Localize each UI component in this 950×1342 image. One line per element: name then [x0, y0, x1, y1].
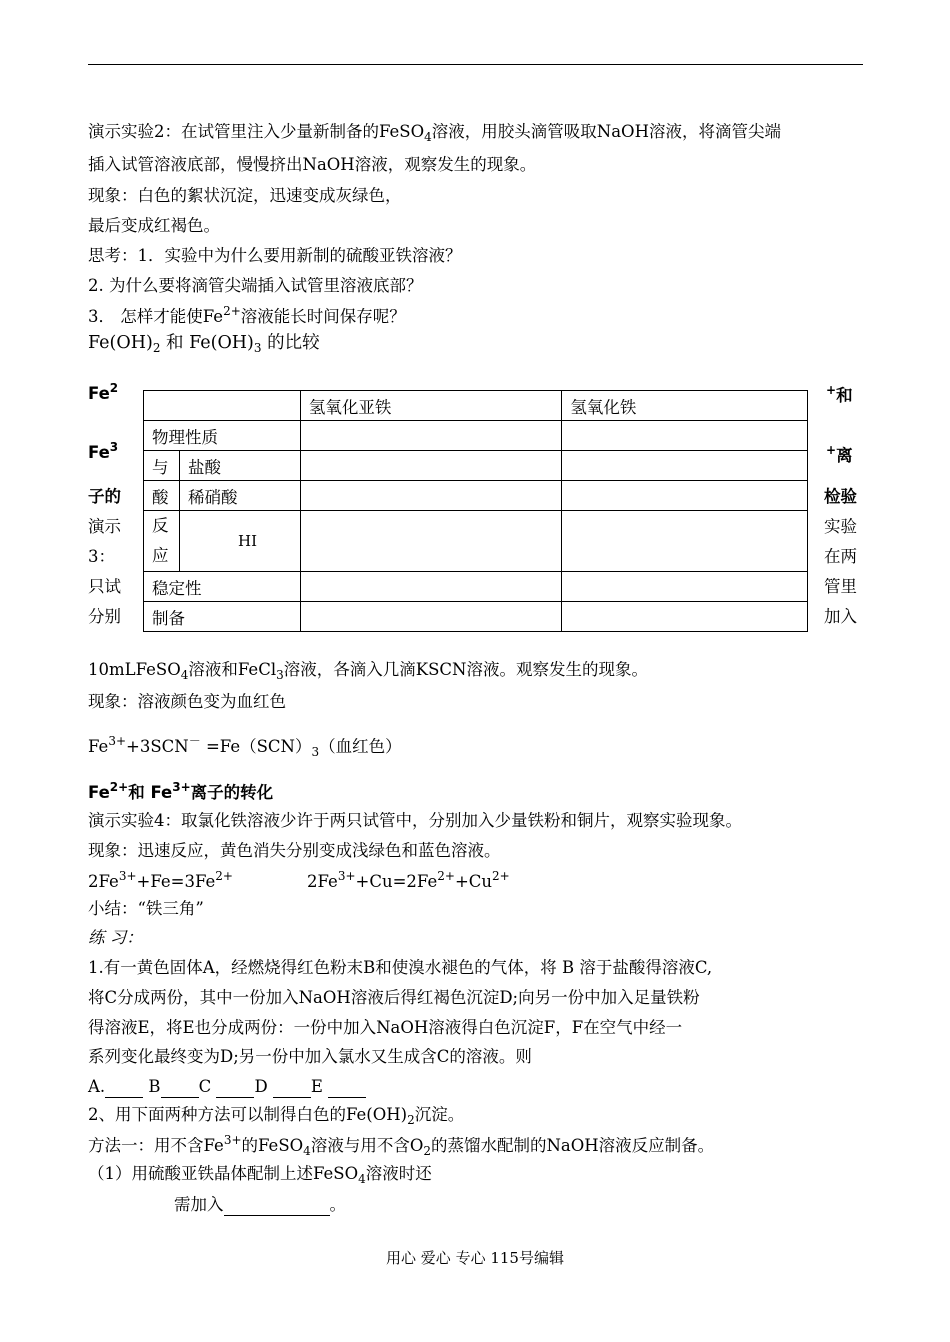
header-rule — [88, 64, 863, 65]
side-right-5: 在两 — [824, 547, 857, 566]
superscript: 3+ — [118, 869, 137, 883]
row-label-hi: HI — [179, 511, 300, 572]
side-left-4: 演示 — [88, 517, 121, 536]
superscript: + — [826, 383, 837, 397]
text: 溶液时还 — [365, 1164, 432, 1183]
text: 3． 怎样才能使Fe — [88, 307, 224, 326]
text: Fe — [88, 737, 109, 756]
text: 的FeSO — [241, 1136, 304, 1155]
text: +Cu — [454, 872, 493, 891]
table-header-fe-oh-3: 氢氧化铁 — [562, 391, 808, 421]
text: 反 — [152, 516, 169, 535]
side-left-3: 子的 — [88, 487, 121, 506]
exp3-line — [88, 660, 648, 680]
text: 2、用下面两种方法可以制得白色的Fe(OH) — [88, 1105, 408, 1124]
text: Fe — [88, 443, 110, 462]
table-header-fe-oh-2: 氢氧化亚铁 — [300, 391, 562, 421]
answer-label-a: A. — [88, 1077, 106, 1096]
table-cell — [300, 572, 562, 602]
table-cell — [300, 421, 562, 451]
text: 的比较 — [261, 333, 320, 353]
exp2-line2: 插入试管溶液底部，慢慢挤出NaOH溶液，观察发生的现象。 — [88, 155, 537, 174]
think-q2: 2. 为什么要将滴管尖端插入试管里溶液底部？ — [88, 276, 423, 295]
text: 和 Fe(OH) — [160, 333, 254, 353]
row-label-hno3: 稀硝酸 — [179, 481, 300, 511]
superscript: 2+ — [492, 869, 510, 883]
acid-label-2: 酸 — [144, 481, 180, 511]
compare-title — [88, 333, 320, 353]
text: +Cu=2Fe — [355, 872, 438, 891]
side-right-4: 实验 — [824, 517, 857, 536]
think-q3 — [88, 304, 406, 327]
table-cell — [300, 451, 562, 481]
text: +Fe=3Fe — [136, 872, 216, 891]
subscript: 3 — [311, 745, 320, 759]
table-cell — [562, 481, 808, 511]
conversion-heading — [88, 780, 274, 803]
table-cell — [562, 572, 808, 602]
exp4-phenomenon: 现象：迅速反应，黄色消失分别变成浅绿色和蓝色溶液。 — [88, 841, 501, 860]
subscript: 2 — [407, 1113, 415, 1127]
exp4-equation-2 — [307, 869, 510, 892]
table-row — [144, 451, 808, 481]
text: 应 — [152, 546, 169, 565]
answer-label-d: D — [254, 1077, 268, 1096]
superscript: 2+ — [223, 304, 241, 318]
subscript: 4 — [180, 668, 189, 682]
text: 和 Fe — [128, 783, 173, 802]
text: 和 — [836, 386, 853, 405]
answer-label-c: C — [198, 1077, 212, 1096]
side-left-2 — [88, 440, 119, 462]
subscript: 3 — [276, 668, 284, 682]
row-label-physical: 物理性质 — [144, 421, 301, 451]
text: 。 — [329, 1195, 346, 1214]
superscript: 3+ — [172, 780, 191, 794]
answer-label-b: B — [148, 1077, 161, 1096]
superscript: 3+ — [108, 734, 127, 748]
side-left-7: 分别 — [88, 607, 121, 626]
acid-label-3 — [144, 511, 180, 572]
row-label-preparation: 制备 — [144, 602, 301, 632]
table-cell — [144, 391, 301, 421]
table-cell — [562, 451, 808, 481]
text: 2Fe — [88, 872, 119, 891]
row-label-stability: 稳定性 — [144, 572, 301, 602]
practice-title: 练 习： — [88, 928, 143, 947]
comparison-table — [143, 390, 808, 632]
table-cell — [562, 421, 808, 451]
table-cell — [300, 481, 562, 511]
table-cell — [562, 602, 808, 632]
text: 溶液，用胶头滴管吸取NaOH溶液，将滴管尖端 — [431, 122, 781, 141]
text: 方法一：用不含Fe — [88, 1136, 224, 1155]
subscript: 4 — [424, 130, 432, 144]
text: （血红色） — [319, 737, 402, 756]
text: 离 — [836, 446, 853, 465]
answer-blank-b[interactable] — [161, 1077, 199, 1098]
exp3-equation — [88, 734, 402, 759]
text: 溶液和FeCl — [188, 660, 277, 679]
superscript: 2+ — [215, 869, 233, 883]
side-left-5: 3： — [88, 547, 115, 566]
summary-line: 小结：“铁三角” — [88, 899, 204, 918]
table-cell — [300, 511, 562, 572]
text: Fe — [88, 783, 110, 802]
sub-question-1 — [88, 1164, 432, 1184]
answer-blank-a[interactable] — [105, 1077, 143, 1098]
superscript: 3+ — [337, 869, 356, 883]
table-cell — [562, 511, 808, 572]
subscript: 2 — [423, 1144, 431, 1158]
text: 2Fe — [307, 872, 338, 891]
exp4-equation-1 — [88, 869, 233, 892]
text: 沉淀。 — [414, 1105, 465, 1124]
superscript: + — [826, 443, 837, 457]
text: 的蒸馏水配制的NaOH溶液反应制备。 — [430, 1136, 715, 1155]
table-cell — [300, 602, 562, 632]
text: 溶液，各滴入几滴KSCN溶液。观察发生的现象。 — [283, 660, 648, 679]
acid-label-1: 与 — [144, 451, 180, 481]
answer-blank-d[interactable] — [273, 1077, 311, 1098]
text: Fe(OH) — [88, 333, 153, 353]
side-right-6: 管里 — [824, 577, 857, 596]
subscript: 4 — [303, 1144, 311, 1158]
exp2-phenomenon-1: 现象：白色的絮状沉淀，迅速变成灰绿色， — [88, 186, 402, 205]
side-right-7: 加入 — [824, 607, 857, 626]
exp2-line1 — [88, 122, 781, 142]
answer-blank-e[interactable] — [328, 1077, 366, 1098]
sub-question-1-fill — [174, 1195, 346, 1216]
side-right-3: 检验 — [824, 487, 857, 506]
text: 10mLFeSO — [88, 660, 181, 679]
practice-q1-line3: 得溶液E，将E也分成两份：一份中加入NaOH溶液得白色沉淀F，F在空气中经一 — [88, 1018, 683, 1037]
superscript: 3+ — [223, 1133, 242, 1147]
exp2-phenomenon-2: 最后变成红褐色。 — [88, 216, 220, 235]
side-right-1 — [826, 382, 853, 406]
side-left-6: 只试 — [88, 577, 121, 596]
subscript: 2 — [152, 341, 161, 355]
superscript: 2 — [109, 381, 119, 395]
exp4-line: 演示实验4：取氯化铁溶液少许于两只试管中，分别加入少量铁粉和铜片，观察实验现象。 — [88, 811, 742, 830]
table-row — [144, 602, 808, 632]
exp3-phenomenon: 现象：溶液颜色变为血红色 — [88, 692, 286, 711]
text: 溶液与用不含O — [310, 1136, 424, 1155]
fill-blank[interactable] — [224, 1195, 330, 1216]
text: 离子的转化 — [190, 783, 274, 802]
practice-q1-line2: 将C分成两份，其中一份加入NaOH溶液后得红褐色沉淀D;向另一份中加入足量铁粉 — [88, 988, 700, 1007]
superscript: 2+ — [109, 780, 129, 794]
side-left-1 — [88, 381, 119, 403]
superscript: 3 — [109, 440, 119, 454]
table-row — [144, 481, 808, 511]
table-row — [144, 572, 808, 602]
subscript: 4 — [358, 1172, 366, 1186]
answer-label-e: E — [310, 1077, 323, 1096]
text: （1）用硫酸亚铁晶体配制上述FeSO — [88, 1164, 359, 1183]
text: =Fe（SCN） — [200, 737, 312, 756]
answer-blank-c[interactable] — [216, 1077, 254, 1098]
table-row — [144, 421, 808, 451]
row-label-hcl: 盐酸 — [179, 451, 300, 481]
table-row — [144, 511, 808, 572]
side-right-2 — [826, 442, 853, 466]
text: 演示实验2：在试管里注入少量新制备的FeSO — [88, 122, 425, 141]
text: 溶液能长时间保存呢？ — [240, 307, 406, 326]
practice-q2 — [88, 1105, 464, 1125]
table-row — [144, 391, 808, 421]
practice-q1-line4: 系列变化最终变为D;另一份中加入氯水又生成含C的溶液。则 — [88, 1047, 532, 1066]
practice-q1-answers — [88, 1077, 366, 1098]
method-1 — [88, 1133, 715, 1158]
text: Fe — [88, 384, 110, 403]
text: 需加入 — [174, 1195, 224, 1214]
text: +3SCN — [126, 737, 189, 756]
subscript: 3 — [253, 341, 262, 355]
superscript: － — [188, 734, 201, 748]
superscript: 2+ — [437, 869, 455, 883]
page-footer: 用心 爱心 专心 115号编辑 — [386, 1249, 564, 1267]
think-q1: 思考：1．实验中为什么要用新制的硫酸亚铁溶液？ — [88, 246, 462, 265]
practice-q1-line1: 1.有一黄色固体A，经燃烧得红色粉末B和使溴水褪色的气体，将 B 溶于盐酸得溶液C, — [88, 958, 713, 977]
